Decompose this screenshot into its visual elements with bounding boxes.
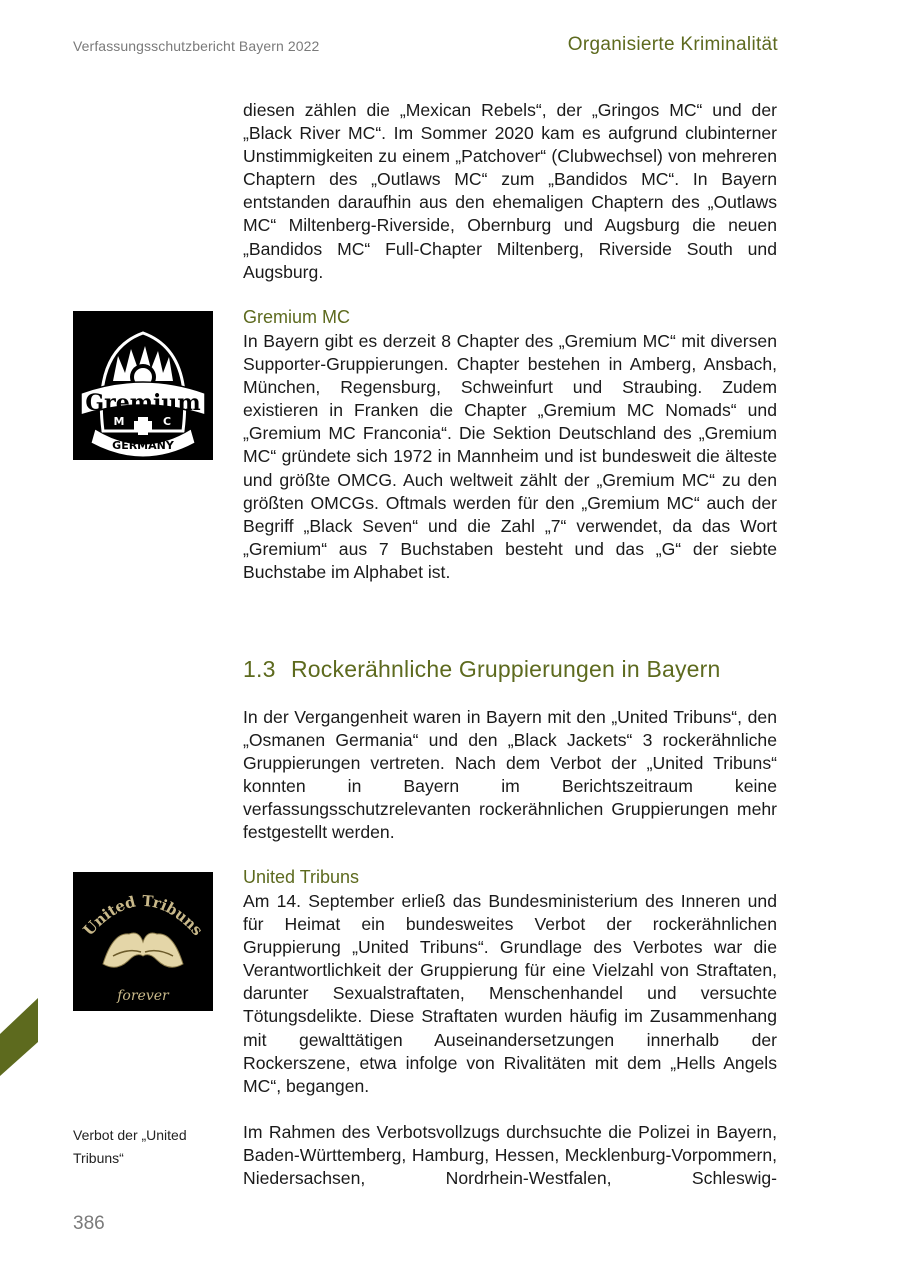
gremium-text: In Bayern gibt es derzeit 8 Chapter des „Gremium MC“ mit diversen Supporter-Gruppierungen. Chapter bestehen in Amberg, Ansbach, München, Regensburg, Schweinfurt und Straubing. Zudem existieren in Franken die Chapter „Gremium MC Nomads“ und „Gremium MC Franconia“. Die Sektion Deutschland des „Gremium MC“ gründete sich 1972 in Mannheim und ist bundesweit die älteste und größte OMCG. Auch weltweit zählt der „Gremium MC“ zu den größten OMCGs. Oftmals werden für den „Gremium MC“ auch der Begriff „Black Seven“ und die Zahl „7“ verwendet, da das Wort „Gremium“ aus 7 Buchstaben besteht und das „G“ der siebte Buchstabe im Alphabet ist. — [243, 331, 777, 582]
verbot-paragraph — [243, 1121, 777, 1190]
united-tribuns-paragraph — [243, 890, 777, 1098]
united-tribuns-logo-bottom-text: forever — [117, 988, 169, 1004]
section-text: In der Vergangenheit waren in Bayern mit den „United Tribuns“, den „Osmanen Germania“ und den „Black Jackets“ 3 rockerähnliche Gruppierungen vertreten. Nach dem Verbot der „United Tribuns“ konnten in Bayern im Berichtszeitraum keine verfassungsschutzrelevanten rockerähnlichen Gruppierungen mehr festgestellt werden. — [243, 707, 777, 843]
gremium-logo-c: C — [162, 415, 172, 428]
gremium-logo-top-text: Gremium — [85, 390, 201, 416]
intro-text: diesen zählen die „Mexican Rebels“, der „Gringos MC“ und der „Black River MC“. Im Sommer 2020 kam es aufgrund clubinterner Unstimmigkeiten zu einem „Patchover“ (Clubwechsel) von mehreren Chaptern des „Outlaws MC“ zum „Bandidos MC“. In Bayern entstanden daraufhin aus den ehemaligen Chaptern des „Outlaws MC“ Miltenberg-Riverside, Obernburg und Augsburg die neuen „Bandidos MC“ Full-Chapter Miltenberg, Riverside South und Augsburg. — [243, 100, 777, 282]
gremium-paragraph — [243, 330, 777, 584]
chapter-title: Organisierte Kriminalität — [567, 34, 778, 55]
margin-caption: Verbot der „United Tribuns“ — [73, 1127, 187, 1166]
united-tribuns-logo-graphic — [73, 872, 213, 1011]
united-tribuns-heading: United Tribuns — [243, 867, 360, 887]
page-number: 386 — [73, 1213, 105, 1234]
running-header: Verfassungsschutzbericht Bayern 2022 — [73, 38, 320, 54]
chapter-tab-marker — [0, 998, 38, 1076]
gremium-heading: Gremium MC — [243, 307, 350, 327]
section-paragraph — [243, 706, 777, 845]
gremium-logo-bottom-text: GERMANY — [112, 439, 174, 452]
united-tribuns-logo-top-text: United Tribuns — [79, 891, 207, 940]
united-tribuns-logo — [73, 872, 213, 1011]
united-tribuns-text: Am 14. September erließ das Bundesministerium des Inneren und für Heimat ein bundesweites Verbot der rockerähnlichen Gruppierung „United Tribuns“. Grundlage des Verbotes war die Verantwortlichkeit der Gruppierung für eine Vielzahl von Straftaten, darunter Sexualstraftaten, Menschenhandel und versuchte Tötungsdelikte. Diese Straftaten wurden häufig im Zusammenhang mit gewalttätigen Auseinandersetzungen innerhalb der Rockerszene, etwa infolge von Rivalitäten mit dem „Hells Angels MC“, begangen. — [243, 891, 777, 1096]
section-number: 1.3 — [243, 656, 276, 682]
gremium-logo-m: M — [113, 415, 125, 428]
gremium-logo-graphic — [73, 311, 213, 460]
verbot-text: Im Rahmen des Verbotsvollzugs durchsuchte die Polizei in Bayern, Baden-Württemberg, Hamburg, Hessen, Mecklenburg-Vorpommern, Niedersachsen, Nordrhein-Westfalen, Schleswig- — [243, 1122, 777, 1189]
intro-paragraph — [243, 99, 777, 284]
section-title: Rockerähnliche Gruppierungen in Bayern — [291, 656, 721, 682]
section-heading — [243, 656, 721, 683]
gremium-logo — [73, 311, 213, 460]
